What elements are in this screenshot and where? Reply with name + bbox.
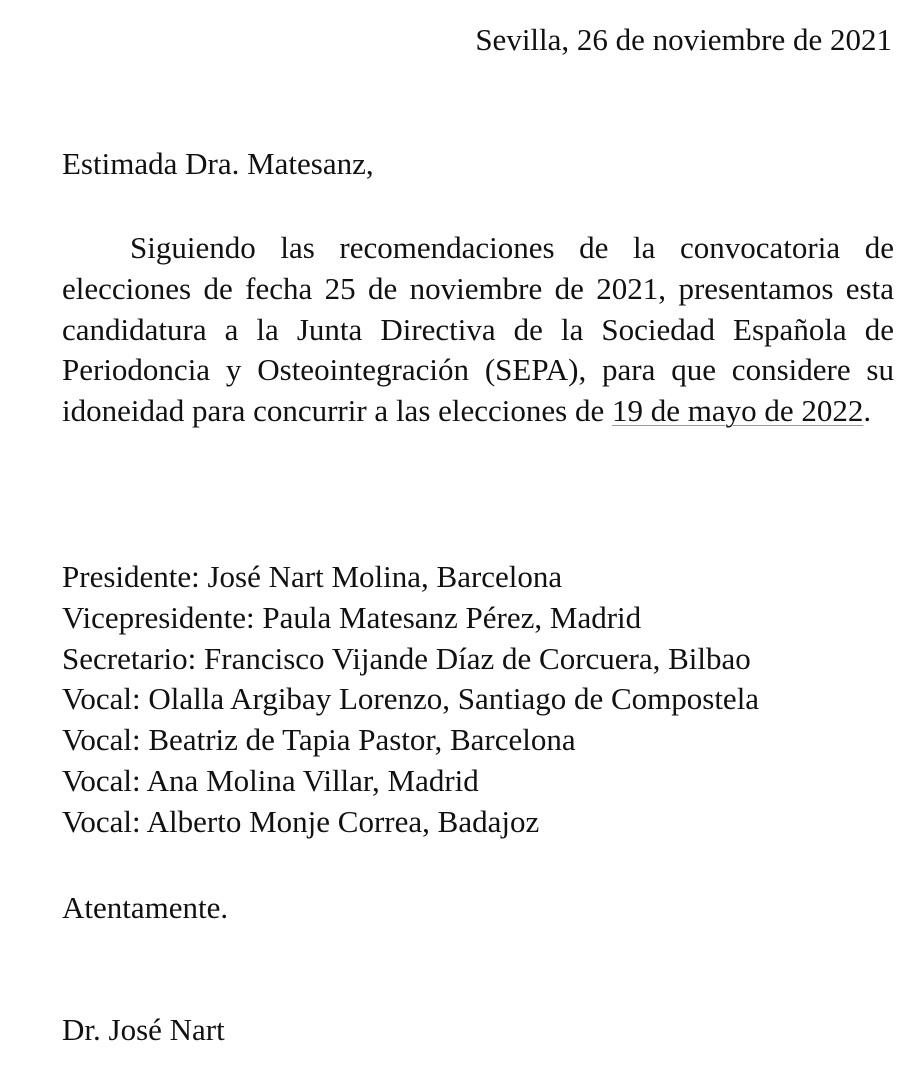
candidate-vocal: Vocal: Ana Molina Villar, Madrid <box>62 762 479 798</box>
candidate-vocal: Vocal: Beatriz de Tapia Pastor, Barcelona <box>62 722 576 758</box>
letter-date: Sevilla, 26 de noviembre de 2021 <box>475 22 892 57</box>
candidate-vocal: Vocal: Alberto Monje Correa, Badajoz <box>62 803 540 839</box>
candidate-list <box>62 557 759 843</box>
signature: Dr. José Nart <box>62 1012 225 1047</box>
candidate-secretary: Secretario: Francisco Vijande Díaz de Corcuera, Bilbao <box>62 640 751 676</box>
closing: Atentamente. <box>62 890 229 925</box>
candidate-vice-president: Vicepresidente: Paula Matesanz Pérez, Madrid <box>62 599 642 635</box>
body-text-end: . <box>863 393 872 429</box>
election-date-link[interactable]: 19 de mayo de 2022 <box>611 393 864 429</box>
candidate-president: Presidente: José Nart Molina, Barcelona <box>62 559 563 594</box>
body-text: Siguiendo las recomendaciones de la convocatoria de elecciones de fecha 25 de noviembre de 2021, presentamos esta candidatura a la Junta Directiva de la Sociedad Española de Periodoncia y Osteointegración (SEPA), para que considere su idoneidad para concurrir a las elecciones de <box>62 230 894 429</box>
salutation: Estimada Dra. Matesanz, <box>62 146 374 181</box>
body-paragraph <box>62 228 894 432</box>
candidate-vocal: Vocal: Olalla Argibay Lorenzo, Santiago de Compostela <box>62 681 760 717</box>
